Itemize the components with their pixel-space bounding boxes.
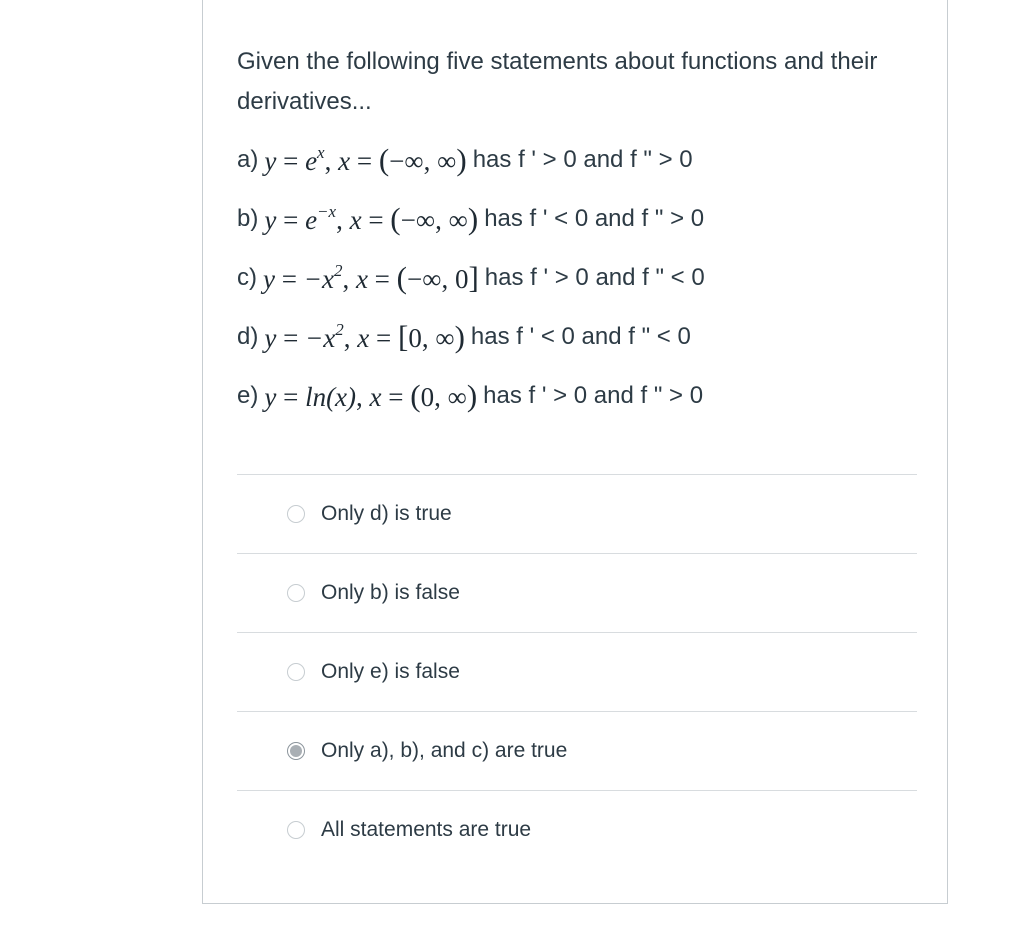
function-exponent: x	[317, 142, 325, 162]
statement-formula: $y = -x^2$, x = [0, ∞)	[264, 318, 465, 354]
statement-formula: $y = -x^2$, x = (−∞, 0]	[263, 259, 479, 295]
question-intro: Given the following five statements about functions and their derivatives...	[237, 48, 878, 115]
formula-equals: =	[281, 263, 297, 294]
answer-option-5[interactable]	[237, 790, 917, 869]
answer-option-4[interactable]	[237, 711, 917, 790]
statement-letter: a)	[237, 145, 259, 173]
domain-body: −∞, ∞	[400, 204, 468, 235]
domain-open: (	[390, 200, 401, 236]
domain-close: )	[454, 318, 465, 354]
function-exponent: 2	[335, 319, 344, 339]
domain-close: )	[456, 141, 467, 177]
domain-open: (	[378, 141, 390, 177]
statement-letter: e)	[237, 381, 259, 409]
statement-letter: b)	[237, 204, 259, 232]
radio-button[interactable]	[287, 821, 305, 839]
radio-button[interactable]	[287, 584, 305, 602]
answer-option-1[interactable]	[237, 474, 917, 553]
formula-y: y	[263, 263, 275, 294]
domain-body: −∞, 0	[406, 263, 469, 294]
statement-b	[237, 189, 917, 248]
statement-letter: c)	[237, 263, 257, 291]
domain-close: )	[467, 200, 479, 236]
formula-equals: =	[283, 145, 299, 176]
formula-equals-2: =	[376, 322, 392, 353]
formula-y: y	[264, 145, 277, 176]
statement-c	[237, 248, 917, 307]
function-base: e	[305, 145, 318, 176]
statement-a	[237, 130, 917, 189]
statement-e	[237, 366, 917, 425]
formula-x: x	[338, 145, 351, 176]
answer-option-3[interactable]	[237, 632, 917, 711]
formula-equals: =	[283, 322, 299, 353]
formula-x: x	[357, 322, 370, 353]
domain-open: (	[410, 377, 421, 413]
domain-open: [	[398, 318, 409, 354]
statement-formula: $y = e^{-x}$, x = (−∞, ∞)	[264, 200, 479, 236]
formula-equals: =	[283, 381, 299, 412]
function-base: −x	[305, 322, 336, 353]
formula-function	[305, 142, 325, 176]
formula-y: y	[264, 204, 277, 235]
function-base: ln(x)	[305, 381, 357, 412]
answer-label: Only a), b), and c) are true	[321, 739, 568, 762]
function-base: −x	[303, 263, 334, 294]
domain-body: 0, ∞	[420, 381, 467, 412]
answer-list	[237, 474, 917, 869]
formula-x: x	[369, 381, 382, 412]
function-exponent: 2	[333, 260, 343, 280]
formula-equals: =	[283, 204, 299, 235]
radio-button[interactable]	[287, 663, 305, 681]
statement-letter: d)	[237, 322, 259, 350]
domain-body: −∞, ∞	[389, 145, 457, 176]
domain-close: ]	[468, 259, 479, 295]
formula-equals-2: =	[388, 381, 404, 412]
formula-function	[303, 260, 343, 294]
formula-equals-2: =	[356, 145, 373, 176]
formula-function	[305, 382, 356, 412]
formula-y: y	[264, 322, 277, 353]
statement-claim: has f ' > 0 and f " > 0	[472, 145, 693, 173]
statement-claim: has f ' < 0 and f " > 0	[484, 204, 705, 232]
quiz-question-card	[202, 0, 948, 904]
statement-claim: has f ' > 0 and f " < 0	[484, 263, 705, 291]
statement-claim: has f ' > 0 and f " > 0	[483, 381, 704, 409]
answer-label: Only e) is false	[321, 660, 460, 683]
formula-function	[305, 319, 344, 353]
radio-button[interactable]	[287, 742, 305, 760]
domain-body: 0, ∞	[408, 322, 455, 353]
statement-claim: has f ' < 0 and f " < 0	[470, 322, 691, 350]
answer-label: Only b) is false	[321, 581, 460, 604]
function-base: e	[305, 204, 318, 235]
domain-open: (	[396, 259, 407, 295]
question-body	[237, 42, 917, 425]
formula-equals-2: =	[374, 263, 390, 294]
formula-x: x	[355, 263, 368, 294]
radio-button[interactable]	[287, 505, 305, 523]
answer-label: All statements are true	[321, 818, 532, 841]
formula-x: x	[349, 204, 362, 235]
formula-y: y	[264, 381, 277, 412]
statement-d	[237, 307, 917, 366]
domain-close: )	[466, 377, 478, 413]
function-exponent: −x	[317, 201, 337, 221]
answer-option-2[interactable]	[237, 553, 917, 632]
statement-list	[237, 130, 917, 425]
answer-label: Only d) is true	[321, 502, 452, 525]
formula-function	[305, 201, 337, 235]
statement-formula: y = ln(x), x = (0, ∞)	[264, 377, 478, 413]
formula-equals-2: =	[368, 204, 384, 235]
statement-formula: $y = e^x$, x = (−∞, ∞)	[264, 141, 467, 177]
